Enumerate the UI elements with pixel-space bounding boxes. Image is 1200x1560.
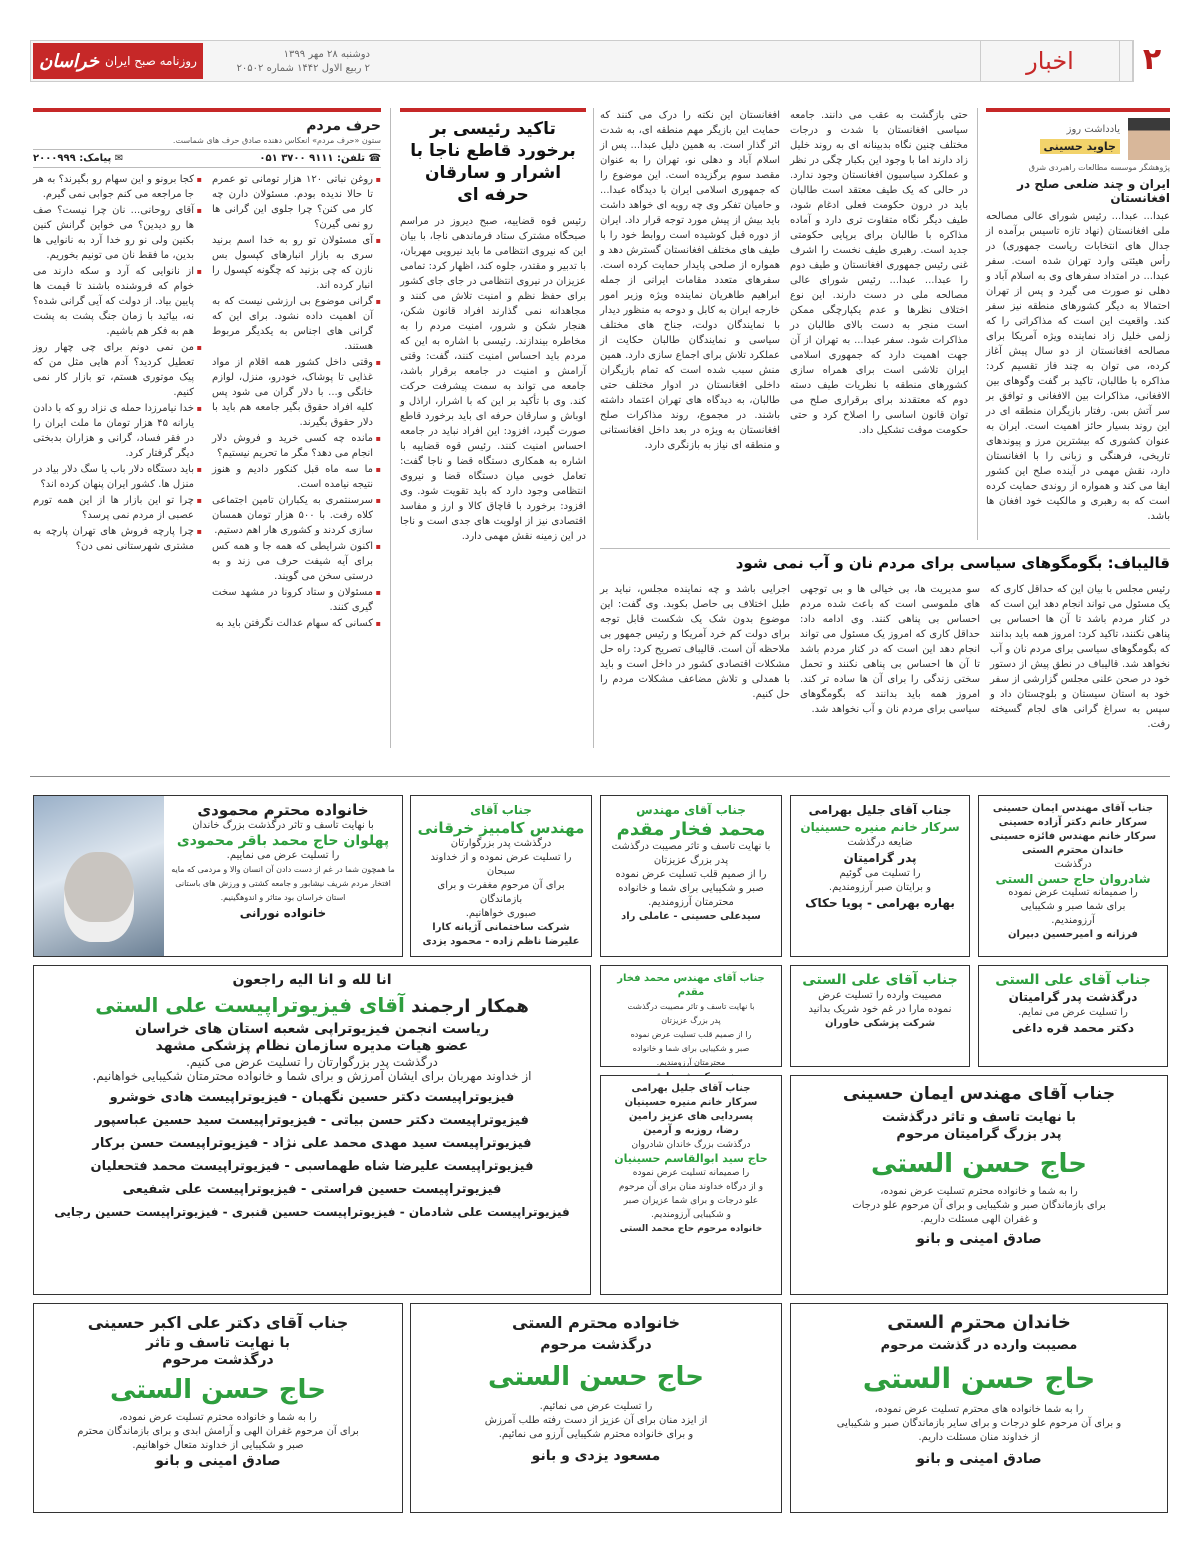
article-headline: تاکید رئیسی بر برخورد قاطع ناجا با اشرار و سارقان حرفه ای: [410, 119, 576, 205]
ad-line: جناب آقای مهندس: [636, 803, 746, 817]
ad-name: شادروان حاج حسن الستی: [995, 872, 1151, 886]
section-title: اخبار: [980, 40, 1120, 82]
ad-line: را از صمیم قلب تسلیت عرض نموده: [630, 1030, 752, 1039]
ad-line: ریاست انجمن فیزیوتراپی شعبه استان های خراسان: [134, 1021, 490, 1037]
ad-line: پدر بزرگ گرامیتان مرحوم: [896, 1127, 1062, 1142]
ad-name: حاج سید ابوالقاسم حسینیان: [614, 1152, 768, 1165]
sms-number: ۲۰۰۰۹۹۹: [33, 153, 76, 164]
ad-line: پدر گرامیتان: [843, 851, 917, 865]
condolence-ad-11: [790, 1075, 1168, 1295]
ad-line: سرکار خانم مهندس فائزه حسینی: [989, 831, 1157, 842]
ghalibaf-headline: قالیباف: بگومگوهای سیاسی برای مردم نان و آب نمی شود: [735, 554, 1170, 572]
reader-comment: ▪ مسئولان و ستاد کرونا در مشهد سخت گیری کنند.: [212, 585, 381, 615]
ad-line: صبوری خواهانیم.: [465, 908, 537, 919]
ad-line: و غفران الهی مسئلت داریم.: [920, 1214, 1038, 1225]
ad-signature: فرزانه و امیرحسین دبیران: [1008, 929, 1138, 940]
ad-name: جناب آقای علی الستی: [802, 972, 958, 988]
condolence-ad-7: [978, 965, 1168, 1067]
reader-comment: ▪ چرا پارچه فروش های تهران پارچه به مشتری شهرستانی نمی دن؟: [33, 524, 202, 554]
ad-line: نموده مارا در غم خود شریک بدانید: [808, 1004, 952, 1015]
ad-line: جناب آقای جلیل بهرامی: [631, 1083, 751, 1094]
ad-line: محترمتان آرزومندیم.: [648, 897, 734, 908]
ad-line: خانواده محترم الستی: [512, 1313, 680, 1332]
condolence-ad-9: [33, 965, 591, 1295]
page-number: ۲: [1132, 40, 1170, 82]
readers-column: [33, 108, 381, 748]
divider: [593, 108, 594, 748]
phone-number: ۹۱۱۱ ۳۷۰۰ ۰۵۱: [259, 153, 334, 164]
ad-line: استان خراسان بود متاثر و اندوهگینیم.: [220, 893, 346, 902]
ad-name: حاج حسن الستی: [110, 1375, 326, 1405]
ad-line: صبر و شکیبایی برای شما و خانواده: [618, 883, 764, 894]
condolence-ad-4: [410, 795, 592, 957]
ad-signature: خانواده نورانی: [239, 906, 327, 920]
ad-signature: فیزیوتراپیست حسین فراستی - فیزیوتراپیست علی شفیعی: [122, 1182, 502, 1197]
ad-name: جناب آقای مهندس محمد فخار مقدم: [617, 973, 765, 998]
divider: [600, 548, 1170, 549]
sms-label: پیامک:: [79, 153, 112, 164]
ad-line: خانواده محترم محمودی: [197, 801, 369, 819]
ad-line: سرکار خانم منیره حسینیان: [624, 1097, 758, 1108]
ad-line: را تسلیت عرض می نماییم.: [226, 850, 340, 861]
ad-line: همکار ارجمند: [411, 996, 529, 1017]
condolence-ad-13: [410, 1303, 782, 1513]
condolence-ad-5: [33, 795, 403, 957]
ad-name: پهلوان حاج محمد باقر محمودی: [176, 833, 390, 849]
divider: [390, 108, 391, 748]
reader-comment: ▪ وقتی داخل کشور همه اقلام از مواد غذایی تا پوشاک، خودرو، منزل، لوازم خانگی و... با دلار گران می شود پس کلیه افراد حقوق بگیر جامعه هم باید با دلار حقوق بگیرند.: [212, 355, 381, 430]
ad-line: درگذشت: [1054, 859, 1092, 870]
ad-line: را تسلیت عرض نموده و از خداوند سبحان: [430, 852, 572, 877]
ad-line: صبر و شکیبایی از خداوند متعال خواهانیم.: [132, 1440, 304, 1451]
ad-line: برای آن مرحوم غفران الهی و آرامش ابدی و برای بازماندگان محترم: [77, 1426, 359, 1437]
ad-signature: فیزیوتراپیست سید مهدی محمد علی نژاد - فیزیوتراپیست حسن برکار: [92, 1136, 532, 1151]
ad-line: را تسلیت عرض می نمایم.: [1018, 1007, 1128, 1018]
ad-line: را تسلیت عرض می نمائیم.: [539, 1401, 653, 1412]
ad-line: پدر بزرگ عزیزتان: [653, 855, 729, 866]
editorial-headline: ایران و چند ضلعی صلح در افغانستان: [1017, 177, 1170, 205]
ad-line: برای آن مرحوم مغفرت و برای بازماندگان: [437, 880, 565, 905]
ad-signature: صادق امینی و بانو: [916, 1231, 1042, 1247]
reader-comment: ▪ خدا نیامرزدا حمله ی نزاد رو که با دادن یارانه ۴۵ هزار تومان ما ملت ایران را در فقر فساد، گرانی و هزاران بدبختی دیگر گرفتار کرد.: [33, 401, 202, 461]
ad-line: با نهایت تاسف و تاثر مصیبت درگذشت: [611, 841, 771, 852]
article-text: افغانستان این نکته را درک می کنند که حمایت این بازیگر مهم منطقه ای، به شدت اثر گذار است. به همین دلیل عبدا... پس از اسلام آباد و دهلی نو، تهران را به عنوان مقصد سوم برگزیده است. این موضوع را که جمهوری اسلامی ایران با دیدگاه عبدا... و حامیان تفکر وی چه رویه ای خواهد داشت باید بیش از پیش مورد توجه قرار داد. ایران از دوره قبل کوشیده است روابط خود را با طیف های مختلف افغانستان گسترش دهد و همواره از صلحی پایدار حمایت کرده است. سفرهای متعدد مقامات ایرانی از جمله ابراهیم طاهریان نماینده ویژه وزیر امور خارجه ایران به کابل و دوحه به منظور دیدار با نمایندگان دولت، جناح های مختلف سیاسی و نمایندگان طالبان حکایت از عملکرد تلاش برای اجماع سازی دارد. همین منش سبب شده است که تمام بازیگران داخلی افغانستان در ادوار مختلف حتی طالبان، به دیدگاه های تهران اعتماد داشته باشند. در مجموع، روند مذاکرات صلح افغانستان به ویژه در بعد داخل افغانستانی و منطقه ای نیاز به بازنگری دارد.: [600, 110, 780, 451]
ad-line: شرکت ساختمانی آژیانه کارا: [432, 922, 570, 933]
sms-info[interactable]: [33, 153, 123, 164]
ad-line: را از صمیم قلب تسلیت عرض نموده: [615, 869, 767, 880]
reader-comment: ▪ مانده چه کسی خرید و فروش دلار انجام می دهد؟ مگر ما تحریم نیستیم؟: [212, 431, 381, 461]
ad-line: جناب آقای جلیل بهرامی: [808, 803, 952, 817]
ad-line: درگذشت پدر بزرگوارتان: [450, 838, 552, 849]
reader-comment: ▪ روغن نباتی ۱۲۰ هزار تومانی تو عمرم تا حالا ندیده بودم. مسئولان دارن چه کار می کنن؟ چرا جلوی این گرانی ها رو نمی گیرن؟: [212, 172, 381, 232]
ad-name: حاج حسن الستی: [488, 1362, 704, 1392]
condolence-ad-14: [790, 1303, 1168, 1513]
ad-line: سرکار خانم دکتر آزاده حسینی: [998, 817, 1148, 828]
ad-line: علو درجات و برای شما عزیزان صبر: [623, 1196, 759, 1206]
ad-line: و برای آن مرحوم علو درجات و برای سایر بازماندگان صبر و شکیبایی: [836, 1418, 1122, 1429]
issue-date: دوشنبه ۲۸ مهر ۱۳۹۹ ۲ ربیع الاول ۱۴۴۲ شماره ۲۰۵۰۲: [236, 49, 370, 74]
condolence-ad-12: [33, 1303, 403, 1513]
editorial-body: عبدا... عبدا... رئیس شورای عالی مصالحه ملی افغانستان (نهاد تازه تاسیس برآمده از جدال های انتخابات ریاست جمهوری) در رأس هیئتی وارد تهران شده است. سفر عبدا... در امتداد سفرهای وی به اسلام آباد و دهلی نو صورت می گیرد و پس از تهران احتمالا به دیگر کشورهای منطقه نیز سفر کند. واقعیت این است که مذاکراتی را که زلمی خلیل زاد نماینده ویژه آمریکا برای مصالحه افغانستان از دو سال پیش آغاز کرده، می توان به چند فاز تقسیم کرد: مذاکره با طالبان، تاکید بر گفت وگوهای بین الافغانی، مذاکرات بین الافغانی و توافق بر سر آتش بس. رفتار بازیگران منطقه ای در این روند بسیار حائز اهمیت است. ایران به عنوان کشوری که بیشترین مرز و پیوندهای تاریخی، فرهنگی و زبانی را با افغانستان دارد، نقش مهمی در آینده صلح این کشور ایفا می کند و همواره از روندی حمایت کرده است که به رهبری و مالکیت خود افغان ها باشد.: [986, 211, 1170, 522]
ad-line: را به شما و خانواده محترم تسلیت عرض نموده،: [880, 1186, 1078, 1197]
article-text: سو مدیریت ها، بی خیالی ها و بی توجهی های ملموسی است که باعث شده مردم احساس بی پناهی کنند. وی ادامه داد: حداقل کاری که امروز یک مسئول می تواند انجام دهد این است که در کنار مردم باشد تا آن ها احساس بی پناهی نکنند و تحمل سختی زندگی را برای آن ها ساده تر کند. امروز همه باید بدانند که بگومگوهای سیاسی برای مردم نان و آب نخواهد شد.: [800, 584, 980, 715]
editorial-column-cont: [790, 108, 968, 540]
editorial-column: [986, 108, 1170, 540]
ad-line: از خداوند مهربان برای ایشان آمرزش و برای شما و خانواده محترمتان شکیبایی خواهانیم.: [92, 1069, 532, 1083]
reader-comment: ▪ من نمی دونم برای چی چهار روز تعطیل کردید؟ آدم هایی مثل من که پیک موتوری هستم، تو بازار کار نمی کنیم.: [33, 340, 202, 400]
ad-line: درگذشت مرحوم: [162, 1352, 274, 1368]
ad-name: حاج حسن الستی: [862, 1362, 1096, 1395]
ad-line: را به شما و خانواده محترم تسلیت عرض نموده،: [119, 1412, 317, 1423]
ad-signature: بهاره بهرامی - پویا حکاک: [805, 896, 955, 910]
ad-name: سرکار خانم منیره حسینیان: [800, 820, 960, 834]
condolence-ad-2: [790, 795, 970, 957]
article-body: رئیس قوه قضاییه، صبح دیروز در مراسم صبحگاه مشترک ستاد فرماندهی ناجا، با بیان این که نیروی انتظامی ما باید نیرویی مهربان، با تدبیر و مقتدر، جلوه کند، اظهار کرد: تمامی عزیزان در نیروی انتظامی در جای جای کشور برای حفظ نظم و امنیت تلاش می کنند و مجاهدانه نمی گذارند افراد قانون شکن، هنجار شکن و شرور، امنیت مردم را به مخاطره بیندازند. رئیسی با اشاره به این که مردم باید احساس امنیت کنند، گفت: وقتی آرامش و امنیت در جامعه برقرار باشد، جامعه می تواند به سمت پیشرفت حرکت کند. وی با تأکید بر این که با اشرار، اراذل و اوباش و سارقان حرفه ای باید برخورد قاطع صورت گیرد، افزود: این افراد نباید در جامعه احساس امنیت کنند. رئیس قوه قضاییه با اشاره به همکاری دستگاه قضا و ناجا گفت: تعامل خوبی میان دستگاه قضا و نیروی انتظامی وجود دارد که باید تقویت شود. وی افزود: برخورد با قاچاق کالا و ارز و مفاسد اقتصادی نیز از اولویت های جدی است و ناجا در این زمینه نقش مهمی دارد.: [399, 216, 586, 542]
author-name: جاوید حسینی: [1040, 139, 1120, 154]
ad-line: خاندان محترم الستی: [1021, 845, 1124, 856]
reader-comment: ▪ آی مسئولان تو رو به خدا اسم برنید سری به بازار انبارهای کپسول بس نازن که چی بزنید که چگونه کپسول را انبار کرده اند.: [212, 233, 381, 293]
condolence-ad-1: [978, 795, 1168, 957]
reader-comment: ▪ سرسنتمری به یکباران تامین اجتماعی کلاه رفت. با ۵۰۰ هزار تومان همسان سازی کردند و کشوری هار اهم دستیم.: [212, 493, 381, 538]
ad-line: و برای خانواده محترم شکیبایی آرزو می نمائیم.: [498, 1429, 694, 1440]
ad-name: مهندس کامبیز خرقانی: [417, 819, 585, 837]
condolence-ad-8: [600, 965, 782, 1067]
ad-line: عضو هیات مدیره سازمان نظام پزشکی مشهد: [155, 1038, 469, 1054]
ghalibaf-col2: [800, 582, 980, 742]
ad-line: با نهایت تاسف و تاثر: [146, 1335, 290, 1351]
ad-line: از ایزد منان برای آن عزیز از دست رفته طلب آمرزش: [484, 1415, 708, 1426]
ad-signature: صادق امینی و بانو: [916, 1451, 1042, 1467]
readers-list-a: [33, 172, 202, 632]
ad-line: را تسلیت می گوئیم: [839, 868, 921, 879]
article-text: حتی بازگشت به عقب می دانند. جامعه سیاسی افغانستان با شدت و درجات مختلف چنین نگاه بدبینانه ای به روند خلیل زاد دارند اما با وجود این بکبار چگی در نظر و عملکرد سیاسیون افغانستان وجود ندارد. در حالی که یک طیف معتقد است طالبان باید در درون حکومت فعلی ادغام شود، طیف دیگر نگاه متفاوت تری دارد و آماده مذاکره با طالبان برای برپایی حکومتی جدید است. رهبری طیف نخست را اشرف غنی رئیس جمهوری افغانستان و طیف دوم را عبدا... عبدا... رئیس شورای عالی مصالحه ملی در دست دارند. این نوع اختلاف نظرها و عدم یکپارچگی ممکن است منجر به دست بالای طالبان در مذاکرات شود. سفر عبدا... به تهران از آن جهت اهمیت دارد که جمهوری اسلامی ایران تلاشی است برای همراه سازی کشورهای منطقه با نظریات طیف دسته دوم که معتقدند برای برقراری صلح می توان قانون اساسی را اصلاح کرد و حتی حکومت موقت تشکیل داد.: [790, 110, 968, 436]
ad-signature: فیزیوتراپیست دکتر حسین نگهبان - فیزیوتراپیست هادی خوشرو: [109, 1090, 515, 1105]
phone-info[interactable]: [259, 153, 381, 164]
ad-line: رضا، روزبه و آرمین: [643, 1125, 739, 1136]
reader-comment: ▪ کجا برونو و این سهام رو بگیرند؟ به هر جا مراجعه می کنم جوابی نمی گیرم.: [33, 172, 202, 202]
ad-line: جناب آقای: [470, 803, 532, 817]
reader-comment: ▪ آقای روحانی... نان چرا نیست؟ صف ها رو دیدین؟ می خواین گرانش کنین بکنین ولی نو رو خدا آرد به نانوایی ها بدین، ما فقط نان می تونیم بخوریم.: [33, 203, 202, 263]
ad-signature: فیزیوتراپیست دکتر حسن بیاتی - فیزیوتراپیست سید حسین عباسپور: [95, 1113, 529, 1128]
ad-signature: سیدعلی حسینی - عاملی راد: [621, 911, 761, 922]
kicker: یادداشت روز: [1066, 124, 1120, 135]
reader-comment: ▪ اکنون شرایطی که همه جا و همه کس برای آیه شیفت حرف می زند و به درستی سخن می گویند.: [212, 539, 381, 584]
condolence-ad-10: [600, 1075, 782, 1295]
ghalibaf-col1: [990, 582, 1170, 742]
readers-list-b: [212, 172, 381, 632]
ad-line: با نهایت تاسف و تاثر مصیبت درگذشت: [627, 1002, 755, 1011]
article-text: اجرایی باشد و چه نماینده مجلس، نباید بر طبل اختلاف بی حاصل بکوبد. وی گفت: این موضوع بدون شک یک شکست قابل توجه برای دولت کم خرد آمریکا و رئیس جمهور بی ملاحظه آن است. قالیباف تصریح کرد: راه حل مشکلات اقتصادی کشور در داخل است و باید با همدلی و تلاش مضاعف مشکلات مردم را حل کنیم.: [600, 584, 790, 700]
ad-line: مصیبت وارده در گذشت مرحوم: [880, 1338, 1078, 1353]
newspaper-logo[interactable]: روزنامه صبح ایران خراسان: [33, 43, 203, 79]
ad-line: درگذشت پدر گرامیتان: [1008, 990, 1138, 1004]
ad-line: مصیبت وارده را تسلیت عرض: [818, 990, 942, 1001]
news-article-raisi: [400, 108, 586, 748]
ad-signature: علیرضا ناظم زاده - محمود یزدی: [422, 936, 580, 947]
ad-line: با نهایت تاسف و تاثر درگذشت: [882, 1110, 1076, 1125]
readers-title: حرف مردم: [306, 118, 381, 134]
ad-signature: مسعود یزدی و بانو: [531, 1448, 661, 1464]
portrait-photo: [34, 796, 164, 956]
ad-line: با نهایت تاسف و تاثر درگذشت بزرگ خاندان: [192, 820, 374, 831]
ad-line: و از درگاه خداوند منان برای آن مرحوم: [618, 1182, 764, 1192]
ad-signature: شرکت پزشکی خاوران: [824, 1018, 936, 1029]
ad-line: برای شما صبر و شکیبایی: [1020, 901, 1126, 912]
ad-name: حاج حسن الستی: [871, 1149, 1087, 1179]
ad-line: و برایتان صبر آرزومندیم.: [828, 882, 932, 893]
ad-line: درگذشت پدر بزرگوارتان را تسلیت عرض می کنیم.: [186, 1055, 438, 1069]
ad-line: را به شما خانواده های محترم تسلیت عرض نموده،: [874, 1404, 1084, 1415]
ad-line: ضایعه درگذشت: [847, 837, 913, 848]
reader-comment: ▪ کسانی که سهام عدالت نگرفتن باید به: [212, 616, 381, 631]
ads-divider: [30, 776, 1170, 777]
ad-signature: فیزیوتراپیست علیرضا شاه طهماسبی - فیزیوتراپیست محمد فتحعلیان: [90, 1159, 534, 1174]
ad-line: ما همچون شما در غم از دست دادن آن انسان والا و مردمی که مایه: [171, 865, 395, 874]
reader-comment: ▪ چرا تو این بازار ها از این همه تورم عصبی از مردم نمی پرسد؟: [33, 493, 202, 523]
ad-line: جناب آقای مهندس ایمان حسینی: [992, 803, 1154, 814]
ad-line: آرزومندیم.: [1051, 915, 1095, 926]
editorial-column-cont-2: [600, 108, 780, 540]
ad-signature: خانواده مرحوم حاج محمد الستی: [619, 1224, 763, 1234]
ad-line: افتخار مردم شریف نیشابور و جامعه کشتی و ورزش های باستانی: [175, 879, 391, 888]
condolence-ad-6: [790, 965, 970, 1067]
reader-comment: ▪ ما سه ماه قبل کنکور دادیم و هنوز نتیجه نیامده است.: [212, 462, 381, 492]
ad-line: را صمیمانه تسلیت عرض نموده: [1008, 887, 1138, 898]
ad-line: برای بازماندگان صبر و شکیبایی و برای آن مرحوم علو درجات: [852, 1200, 1106, 1211]
ad-line: محترمتان آرزومندیم.: [656, 1058, 726, 1067]
reader-comment: ▪ باید دستگاه دلار باب یا سگ دلار بیاد در منزل ها. کشور ایران پنهان کرده اند؟: [33, 462, 202, 492]
ad-line: و شکیبایی آرزومندیم.: [651, 1210, 731, 1220]
ad-line: پسردایی های عزیز رامین: [628, 1111, 754, 1122]
sms-icon: ✉: [114, 153, 124, 164]
ad-line: جناب آقای دکتر علی اکبر حسینی: [87, 1313, 349, 1332]
author-avatar: [1128, 118, 1170, 160]
ghalibaf-col3: [600, 582, 790, 742]
ad-line: را صمیمانه تسلیت عرض نموده: [632, 1168, 750, 1178]
reader-comment: ▪ از نانوایی که آرد و سکه دارند می خوام که فروشنده باشند تا قیمت ها پایین بیاد. از دولت که آیی گرانی شده؟ نه، بیائید با زمان جنگ پشت به پشت هم به فکر هم باشیم.: [33, 264, 202, 339]
author-title: پژوهشگر موسسه مطالعات راهبردی شرق: [1028, 163, 1170, 172]
ad-name: آقای فیزیوتراپیست علی الستی: [95, 993, 405, 1017]
ad-name: محمد فخار مقدم: [616, 819, 766, 840]
ad-line: خاندان محترم الستی: [887, 1312, 1071, 1333]
phone-label: تلفن:: [337, 153, 366, 164]
ad-signature: دکتر محمد قره داغی: [1011, 1021, 1135, 1035]
ad-line: جناب آقای مهندس ایمان حسینی: [842, 1084, 1116, 1104]
phone-icon: ☎: [368, 153, 381, 164]
ad-line: درگذشت بزرگ خاندان شادروان: [631, 1140, 751, 1150]
divider: [977, 108, 978, 540]
ad-line: انا لله و انا الیه راجعون: [232, 972, 392, 988]
condolence-ad-3: [600, 795, 782, 957]
reader-comment: ▪ گرانی موضوع بی ارزشی نیست که به آن اهمیت داده نشود. برای این که گرانی های اجناس به یکدیگر مربوط هستند.: [212, 294, 381, 354]
ad-line: پدر بزرگ عزیزتان: [661, 1016, 721, 1025]
ad-signature: فیزیوتراپیست علی شادمان - فیزیوتراپیست حسین قنبری - فیزیوتراپیست حسین رجایی: [54, 1205, 570, 1219]
ad-line: درگذشت مرحوم: [540, 1337, 652, 1353]
ad-signature: صادق امینی و بانو: [155, 1453, 281, 1469]
readers-subtitle: ستون «حرف مردم» انعکاس دهنده صادق حرف های شماست.: [172, 136, 381, 145]
ad-name: جناب آقای علی الستی: [995, 972, 1151, 988]
ad-line: صبر و شکیبایی برای شما و خانواده: [632, 1044, 750, 1053]
article-text: رئیس مجلس با بیان این که حداقل کاری که یک مسئول می تواند انجام دهد این است که در کنار مردم باشد تا آن ها احساس بی پناهی نکنند، تاکید کرد: امروز همه باید بدانند که بگومگوهای سیاسی برای مردم نان و آب نخواهد شد. قالیباف در نطق پیش از دستور خود در صحن علنی مجلس گزارشی از سفر خود به استان سیستان و بلوچستان داد و سپس به سراغ گرانی های لجام گسیخته رفت.: [990, 584, 1170, 730]
ad-line: از خداوند منان مسئلت داریم.: [918, 1432, 1040, 1443]
